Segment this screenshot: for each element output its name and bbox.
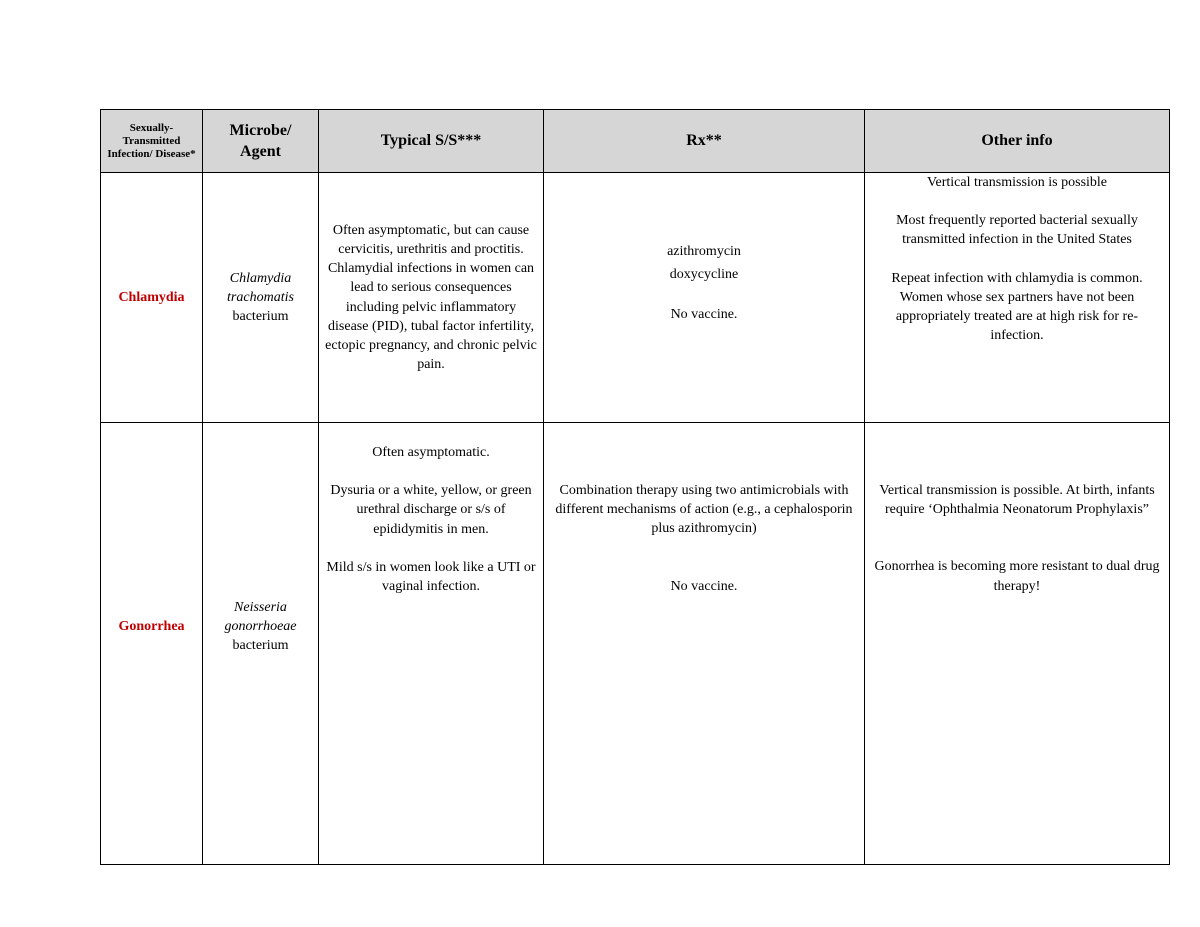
other-info-1: Vertical transmission is possible [926, 175, 1108, 190]
other-info-cell [865, 173, 1170, 423]
header-rx: Rx** [544, 110, 865, 173]
other-info-2: Most frequently reported bacterial sexually transmitted infection in the United States [896, 213, 1138, 248]
other-info-3: Repeat infection with chlamydia is common. Women whose sex partners have not been appropriately treated are at high risk for re-infection. [891, 270, 1143, 344]
microbe-species: gonorrhoeae [224, 618, 297, 634]
rx-vaccine: No vaccine. [670, 307, 738, 323]
rx-cell [544, 173, 865, 423]
header-symptoms: Typical S/S*** [319, 110, 544, 173]
infection-name: Gonorrhea [101, 423, 203, 865]
rx-cell [544, 423, 865, 865]
infection-name: Chlamydia [101, 173, 203, 423]
microbe-type: bacterium [232, 638, 289, 654]
header-other-info: Other info [865, 110, 1170, 173]
header-infection: Sexually-Transmitted Infection/ Disease* [101, 110, 203, 173]
rx-drug-1: azithromycin [667, 244, 741, 260]
symptoms-3: Mild s/s in women look like a UTI or vaginal infection. [326, 559, 536, 595]
microbe-cell [203, 173, 319, 423]
table-row-gonorrhea [101, 423, 1170, 865]
table-row-chlamydia [101, 173, 1170, 423]
header-row [101, 110, 1170, 173]
symptoms-cell [319, 423, 544, 865]
symptoms-cell [319, 173, 544, 423]
symptoms-1: Often asymptomatic. [372, 445, 490, 460]
microbe-type: bacterium [232, 309, 289, 325]
symptoms-text: Often asymptomatic, but can cause cervicitis, urethritis and proctitis. Chlamydial infections in women can lead to serious consequences including pelvic inflammatory disease (PID), tubal factor infertility, ectopic pregnancy, and chronic pelvic pain. [325, 222, 537, 373]
other-info-2: Gonorrhea is becoming more resistant to dual drug therapy! [874, 559, 1160, 594]
microbe-genus: Chlamydia [229, 270, 292, 286]
sti-table [100, 109, 1170, 865]
rx-therapy: Combination therapy using two antimicrobials with different mechanisms of action (e.g., a cephalosporin plus azithromycin) [555, 483, 853, 537]
rx-drug-2: doxycycline [669, 267, 739, 283]
microbe-genus: Neisseria [234, 599, 287, 615]
microbe-species: trachomatis [227, 289, 294, 305]
symptoms-2: Dysuria or a white, yellow, or green urethral discharge or s/s of epididymitis in men. [330, 483, 532, 537]
microbe-cell [203, 423, 319, 865]
rx-vaccine: No vaccine. [670, 578, 738, 594]
header-microbe: Microbe/ Agent [203, 110, 319, 173]
other-info-cell [865, 423, 1170, 865]
other-info-1: Vertical transmission is possible. At birth, infants require ‘Ophthalmia Neonatorum Prophylaxis” [879, 483, 1155, 518]
